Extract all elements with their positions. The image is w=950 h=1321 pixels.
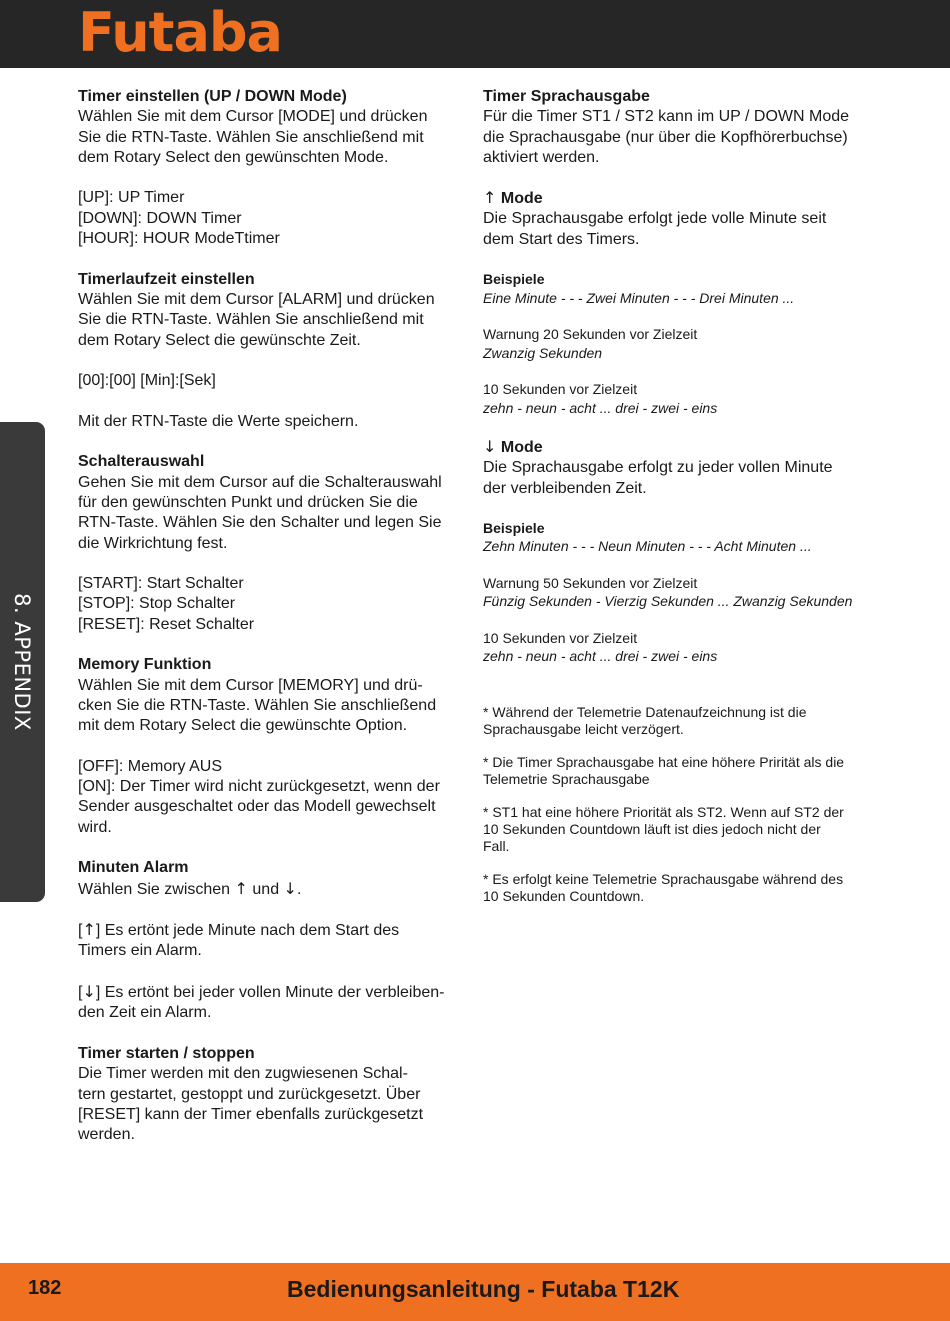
- section-heading: Memory Funktion: [78, 656, 212, 674]
- body-line: dem Rotary Select die gewünschte Zeit.: [78, 331, 361, 349]
- switch-section: [78, 452, 463, 655]
- body-line: Die Timer werden mit den zugwiesenen Schal-: [78, 1065, 408, 1083]
- section-heading: Minuten Alarm: [78, 859, 189, 877]
- body-line: Sie die RTN-Taste. Wählen Sie anschließend mit: [78, 128, 424, 146]
- notes-section: [483, 704, 873, 904]
- body-line: dem Start des Timers.: [483, 230, 640, 248]
- start-stop-section: [78, 1044, 463, 1145]
- note: * Es erfolgt keine Telemetrie Sprachausgabe während des 10 Sekunden Countdown.: [483, 871, 844, 904]
- countdown-text: zehn - neun - acht ... drei - zwei - eins: [483, 399, 718, 416]
- body-line: den Zeit ein Alarm.: [78, 1004, 212, 1022]
- up-arrow-icon: ↑: [483, 188, 497, 208]
- end-text: .: [296, 880, 302, 898]
- option-line: [DOWN]: DOWN Timer: [78, 209, 242, 227]
- note: * Die Timer Sprachausgabe hat eine höhere Prirität als die Telemetrie Sprachausgabe: [483, 754, 845, 787]
- body-line: [↓] Es ertönt bei jeder vollen Minute der verbleiben-: [78, 982, 445, 1002]
- option-line: [HOUR]: HOUR ModeTtimer: [78, 230, 280, 248]
- down-arrow-icon: ↓: [82, 982, 96, 1002]
- note: * Während der Telemetrie Datenaufzeichnung ist die Sprachausgabe leicht verzögert.: [483, 703, 807, 737]
- body-line: Die Sprachausgabe erfolgt zu jeder vollen Minute: [483, 459, 833, 477]
- body-line: Gehen Sie mit dem Cursor auf die Schalterauswahl: [78, 473, 442, 491]
- body-line: RTN-Taste. Wählen Sie den Schalter und legen Sie: [78, 514, 442, 532]
- countdown-label: 10 Sekunden vor Zielzeit: [483, 381, 638, 398]
- option-line: [STOP]: Stop Schalter: [78, 595, 236, 613]
- section-heading: Schalterauswahl: [78, 453, 205, 471]
- body-line: Timers ein Alarm.: [78, 942, 202, 960]
- section-heading: Timerlaufzeit einstellen: [78, 270, 255, 288]
- option-line: [ON]: Der Timer wird nicht zurückgesetzt, wenn der: [78, 778, 440, 796]
- body-line: Wählen Sie mit dem Cursor [MEMORY] und drü-: [78, 676, 423, 694]
- examples-label: Beispiele: [483, 519, 545, 536]
- body-line: Wählen Sie mit dem Cursor [MODE] und drücken: [78, 108, 428, 126]
- example-text: Zehn Minuten - - - Neun Minuten - - - Acht Minuten ...: [483, 538, 812, 555]
- body-line: Für die Timer ST1 / ST2 kann im UP / DOWN Mode: [483, 108, 850, 126]
- option-line: Sender ausgeschaltet oder das Modell gewechselt: [78, 798, 436, 816]
- body-line: tern gestartet, gestoppt und zurückgesetzt. Über: [78, 1085, 421, 1103]
- note: * ST1 hat eine höhere Priorität als ST2. Wenn auf ST2 der 10 Sekunden Countdown läuft ist dies jedoch nicht der Fall.: [483, 804, 844, 854]
- choose-text: Wählen Sie zwischen: [78, 880, 231, 898]
- body-line: cken Sie die RTN-Taste. Wählen Sie anschließend: [78, 696, 437, 714]
- footer-title: Bedienungsanleitung - Futaba T12K: [287, 1276, 680, 1302]
- minute-alarm-section: [78, 858, 463, 1044]
- body-line: für den gewünschten Punkt und drücken Sie die: [78, 493, 418, 511]
- body-line: aktiviert werden.: [483, 148, 600, 166]
- option-line: wird.: [78, 818, 112, 836]
- body-line: dem Rotary Select den gewünschten Mode.: [78, 148, 389, 166]
- down-arrow-icon: ↓: [283, 878, 297, 898]
- runtime-section: [78, 270, 463, 453]
- body-line: die Wirkrichtung fest.: [78, 534, 228, 552]
- body-line: mit dem Rotary Select die gewünschte Option.: [78, 717, 408, 735]
- body-line: Wählen Sie mit dem Cursor [ALARM] und drücken: [78, 290, 435, 308]
- option-line: [UP]: UP Timer: [78, 189, 185, 207]
- warning-label: Warnung 20 Sekunden vor Zielzeit: [483, 326, 698, 343]
- section-heading: Timer einstellen (UP / DOWN Mode): [78, 88, 347, 105]
- chapter-tab-label: 8. APPENDIX: [10, 593, 34, 731]
- option-line: [RESET]: Reset Schalter: [78, 615, 255, 633]
- section-heading: Timer Sprachausgabe: [483, 88, 650, 105]
- page-number: 182: [28, 1277, 62, 1299]
- voice-section: [483, 87, 873, 168]
- section-heading: ↑ Mode: [483, 188, 543, 208]
- body-line: [RESET] kann der Timer ebenfalls zurückgesetzt: [78, 1105, 424, 1123]
- examples-label: Beispiele: [483, 271, 545, 288]
- memory-section: [78, 655, 463, 858]
- section-heading: ↓ Mode: [483, 437, 543, 457]
- body-line: die Sprachausgabe (nur über die Kopfhörerbuchse): [483, 128, 848, 146]
- section-heading: Timer starten / stoppen: [78, 1044, 255, 1062]
- up-mode-section: [483, 188, 873, 417]
- option-line: [OFF]: Memory AUS: [78, 757, 223, 775]
- up-arrow-icon: ↑: [82, 920, 96, 940]
- timer-mode-section: [78, 87, 463, 270]
- and-text: und: [252, 880, 280, 898]
- example-text: Eine Minute - - - Zwei Minuten - - - Drei Minuten ...: [483, 289, 795, 306]
- body-line: [↑] Es ertönt jede Minute nach dem Start des: [78, 920, 400, 940]
- right-column: [483, 87, 873, 904]
- futaba-logo: Futaba: [78, 1, 282, 64]
- warning-text: Zwanzig Sekunden: [483, 344, 603, 361]
- warning-text: Fünzig Sekunden - Vierzig Sekunden ... Zwanzig Sekunden: [483, 593, 853, 610]
- body-line: werden.: [78, 1126, 135, 1144]
- page-header: [0, 0, 950, 68]
- time-format: [00]:[00] [Min]:[Sek]: [78, 372, 216, 390]
- body-line: Die Sprachausgabe erfolgt jede volle Minute seit: [483, 210, 827, 228]
- save-instruction: Mit der RTN-Taste die Werte speichern.: [78, 412, 359, 430]
- body-line: [78, 879, 463, 900]
- down-mode-section: [483, 437, 873, 666]
- down-arrow-icon: ↓: [483, 437, 497, 457]
- warning-label: Warnung 50 Sekunden vor Zielzeit: [483, 574, 698, 591]
- countdown-text: zehn - neun - acht ... drei - zwei - eins: [483, 648, 718, 665]
- up-arrow-icon: ↑: [234, 878, 248, 898]
- left-column: [78, 87, 463, 1145]
- body-line: Sie die RTN-Taste. Wählen Sie anschließend mit: [78, 311, 424, 329]
- countdown-label: 10 Sekunden vor Zielzeit: [483, 629, 638, 646]
- body-line: der verbleibenden Zeit.: [483, 479, 647, 497]
- page-footer: [0, 1263, 950, 1321]
- option-line: [START]: Start Schalter: [78, 575, 244, 593]
